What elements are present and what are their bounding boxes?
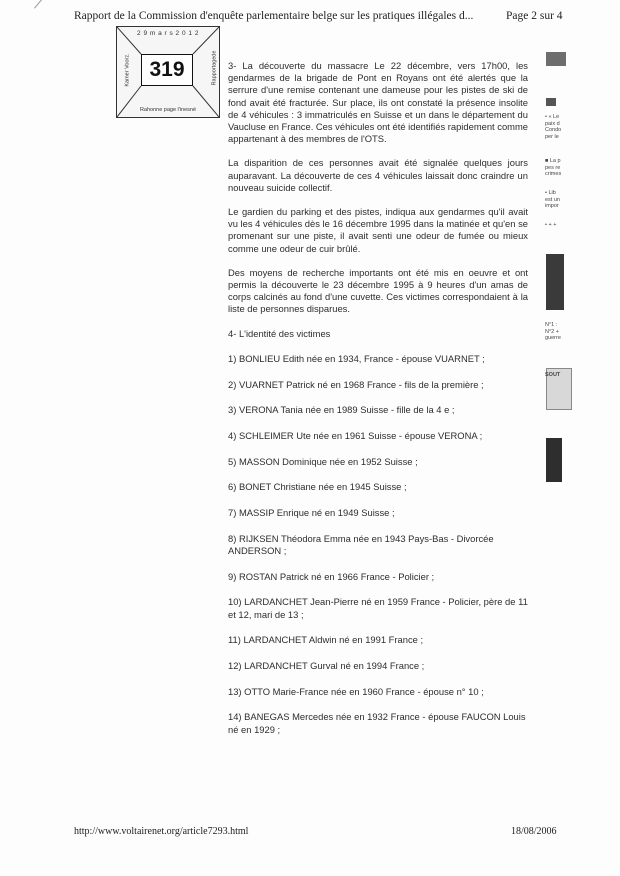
page-number: Page 2 sur 4: [506, 10, 563, 22]
victim-entry: 11) LARDANCHET Aldwin né en 1991 France ;: [228, 634, 424, 646]
sidebar-image-3: [546, 254, 564, 310]
stamp-number: 319: [141, 54, 193, 86]
sidebar-snippet-1: • « Le paix d Condo per le: [545, 114, 562, 140]
victim-entry: 5) MASSON Dominique née en 1952 Suisse ;: [228, 455, 418, 467]
clipped-sidebar: [542, 30, 620, 470]
victim-entry: 14) BANEGAS Mercedes née en 1932 France - épouse FAUCON Louis né en 1929 ;: [228, 711, 526, 735]
paragraph-guardian: Le gardien du parking et des pistes, indiqua aux gendarmes qu'il avait vu les 4 véhicules dès le 16 décembre 1995 dans la matinée et qu'en se promenant sur une piste, il avait senti une odeur de fumée ou mieux comme une odeur de cuir brûlé.: [228, 206, 528, 254]
sidebar-snippet-2: ■ La p pes re crimes: [545, 158, 562, 178]
stamp-date: 2 9 m a r s 2 0 1 2: [137, 30, 199, 37]
sidebar-image-1: [546, 52, 566, 66]
document-title: Rapport de la Commission d'enquête parlementaire belge sur les pratiques illégales d...: [74, 10, 474, 22]
footer-url: http://www.voltairenet.org/article7293.html: [74, 826, 249, 837]
victim-entry: 6) BONET Christiane née en 1945 Suisse ;: [228, 481, 407, 493]
page-header: [74, 10, 574, 22]
sidebar-snippet-5: N°1 : N°2 + guerre: [545, 322, 561, 342]
registry-stamp: [116, 26, 220, 118]
paragraph-disappearance: La disparition de ces personnes avait été signalée quelques jours auparavant. La découverte de ces 4 véhicules laissait donc craindre un nouveau suicide collectif.: [228, 157, 528, 193]
victim-entry: 9) ROSTAN Patrick né en 1966 France - Policier ;: [228, 570, 435, 582]
paragraph-search: Des moyens de recherche importants ont été mis en oeuvre et ont permis la découverte le 23 décembre 1995 à 9 heures d'un amas de corps calcinés au fond d'une cuvette. Ces victimes correspondaient à la liste de personnes disparues.: [228, 266, 528, 315]
victim-entry: 3) VERONA Tania née en 1989 Suisse - fille de la 4 e ;: [228, 404, 455, 416]
victim-list: [228, 353, 528, 736]
sidebar-snippet-3: • Lib est un impor: [545, 190, 560, 210]
victim-entry: 1) BONLIEU Edith née en 1934, France - épouse VUARNET ;: [228, 352, 485, 364]
stamp-bottom-text: Rahonne page l'inesné: [139, 107, 197, 113]
sidebar-image-2: [546, 98, 556, 106]
victim-entry: 7) MASSIP Enrique né en 1949 Suisse ;: [228, 507, 395, 519]
victim-entry: 8) RIJKSEN Théodora Emma née en 1943 Pays-Bas - Divorcée ANDERSON ;: [228, 532, 494, 556]
victim-entry: 10) LARDANCHET Jean-Pierre né en 1959 France - Policier, père de 11 et 12, mari de 13 ;: [228, 596, 528, 620]
stamp-left-text: Kamer Voorz.: [124, 53, 131, 87]
stamp-right-text: Rapportagede: [211, 50, 218, 86]
paragraph-discovery: 3- La découverte du massacre Le 22 décembre, vers 17h00, les gendarmes de la brigade de Pont en Royans ont été alertés que la serrure d'une remise contenant une dameuse pour les pistes de ski de fond avait été fracturée. Sur place, ils ont constaté la présence insolite de 4 véhicules : 3 immatriculés en Suisse et un dans le département du Vaucluse en France. Ces véhicules ont été identifiés rapidement comme appartenant à des membres de l'OTS.: [228, 60, 528, 145]
sidebar-image-5: [546, 438, 562, 482]
section-title-victims: 4- L'identité des victimes: [228, 327, 331, 339]
scan-corner-line: [34, 0, 73, 9]
footer-date: 18/08/2006: [511, 826, 557, 837]
victim-entry: 4) SCHLEIMER Ute née en 1961 Suisse - épouse VERONA ;: [228, 429, 483, 441]
sidebar-snippet-4: • + +: [545, 222, 557, 228]
sidebar-snippet-6: SOUT: [545, 372, 561, 378]
victim-entry: 2) VUARNET Patrick né en 1968 France - fils de la première ;: [228, 378, 484, 390]
victim-entry: 13) OTTO Marie-France née en 1960 France - épouse n° 10 ;: [228, 685, 484, 697]
victim-entry: 12) LARDANCHET Gurval né en 1994 France ;: [228, 660, 425, 671]
article-body: [228, 60, 528, 749]
